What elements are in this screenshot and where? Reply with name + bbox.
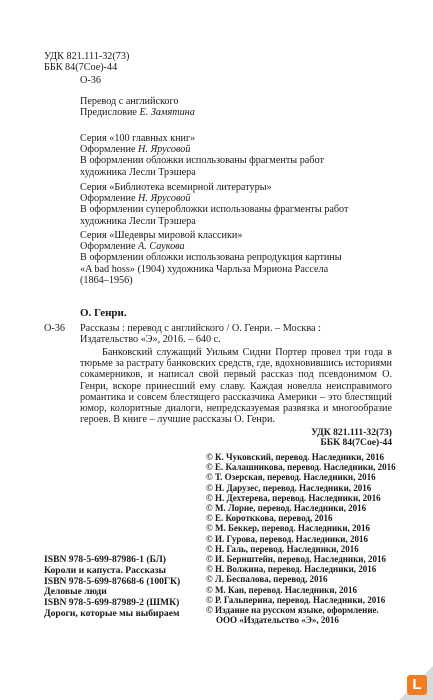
series-title: Серия «Шедевры мировой классики» [80,230,243,241]
design-name: Н. Ярусовой [138,193,191,205]
biblio-mark: О-36 [44,323,65,334]
isbn-code: ISBN 978-5-699-87668-6 (100ГК) [44,575,181,587]
preface-line [80,107,195,118]
series-note: В оформлении суперобложки использованы фрагменты работ [80,204,349,216]
translation-block [80,96,195,118]
publisher-logo-icon: L [407,675,427,695]
copyright-line: © Н. Волжина, перевод. Наследники, 2016 [206,564,377,575]
copyright-line: © Е. Калашникова, перевод. Наследники, 2016 [206,462,396,473]
isbn-code: ISBN 978-5-699-87986-1 (БЛ) [44,554,166,565]
series-note: (1864–1956) [80,274,133,286]
isbn-title: Дороги, которые мы выбираем [44,607,180,619]
series-note: В оформлении обложки использованы фрагменты работ [80,155,324,167]
isbn-title: Деловые люди [44,586,107,598]
copyright-line: © Л. Беспалова, перевод, 2016 [206,574,328,585]
series-design [80,193,348,204]
preface-prefix: Предисловие [80,107,137,119]
series-block-1 [80,133,324,178]
copyright-line: © М. Лорие, перевод. Наследники, 2016 [206,503,367,514]
author-heading: О. Генри. [80,307,127,319]
series-design [80,241,342,252]
isbn-title: Короли и капуста. Рассказы [44,564,166,576]
udk-bottom: УДК 821.111-32(73) [311,427,392,438]
bbk-top: ББК 84(7Сое)-44 [44,62,118,73]
series-note: художника Лесли Трэшера [80,166,196,178]
copyright-line: © М. Беккер, перевод. Наследники, 2016 [206,523,371,534]
series-note: В оформлении обложки использована репродукция картины [80,252,342,264]
translation-label: Перевод с английского [80,96,179,107]
series-design [80,144,324,155]
copyright-line: © И. Бернштейн, перевод. Наследники, 2016 [206,554,386,565]
copyright-line: © К. Чуковский, перевод. Наследники, 2016 [206,452,384,462]
copyright-line: © Н. Галь, перевод. Наследники, 2016 [206,543,359,554]
copyright-line: © Т. Озерская, перевод. Наследники, 2016 [206,472,376,483]
copyright-line: © Издание на русском языке, оформление. [206,605,379,616]
copyright-line: © Н. Дарузес, перевод. Наследники, 2016 [206,482,372,493]
copyright-line: © М. Кан, перевод. Наследники, 2016 [206,584,358,595]
design-prefix: Оформление [80,144,136,156]
biblio-line-1: Рассказы : перевод с английского / О. Генри. – Москва : [80,323,321,334]
biblio-line-2: Издательство «Э», 2016. – 640 с. [80,334,221,346]
series-title: Серия «Библиотека всемирной литературы» [80,182,272,193]
copyright-line: © И. Гурова, перевод. Наследники, 2016 [206,533,368,544]
design-prefix: Оформление [80,193,136,205]
series-block-2 [80,182,348,227]
copyright-line: © Р. Гальперина, перевод. Наследники, 2016 [206,594,386,605]
preface-name: Е. Замятина [139,107,195,119]
udk-top: УДК 821.111-32(73) [44,51,130,62]
biblio-entry [80,323,392,345]
series-note: «A bad hoss» (1904) художника Чарльза Мэрионa Рассела [80,263,329,275]
series-block-3 [80,230,342,286]
design-name: А. Саукова [138,241,185,253]
isbn-list [44,555,180,620]
isbn-code: ISBN 978-5-699-87989-2 (ШМК) [44,597,180,609]
copyright-line: ООО «Издательство «Э», 2016 [216,615,339,626]
series-title: Серия «100 главных книг» [80,133,196,144]
series-note: художника Лесли Трэшера [80,215,196,227]
annotation: Банковский служащий Уильям Сидни Портер провел три года в тюрьме за растрату банковских средств, где, вдохновившись историями сокамерников, и написал свой первый рассказ под псевдонимом О. Генри, вскоре принесший ему славу. Каждая новелла неисправимого романтика и совсем блестящего рассказчика Америки – это блестящий юмор, колоритные диалоги, непредсказуемая развязка и многообразие героев. В книге – лучшие рассказы О. Генри. [80,347,392,426]
copyright-list [206,452,396,625]
design-prefix: Оформление [80,241,136,253]
copyright-line: © Е. Коротккова, перевод, 2016 [206,513,333,524]
design-name: Н. Ярусовой [138,144,191,156]
author-mark-top: О-36 [80,75,101,86]
bbk-bottom: ББК 84(7Сое)-44 [320,437,392,448]
copyright-line: © Н. Дехтерева, перевод. Наследники, 2016 [206,492,381,503]
